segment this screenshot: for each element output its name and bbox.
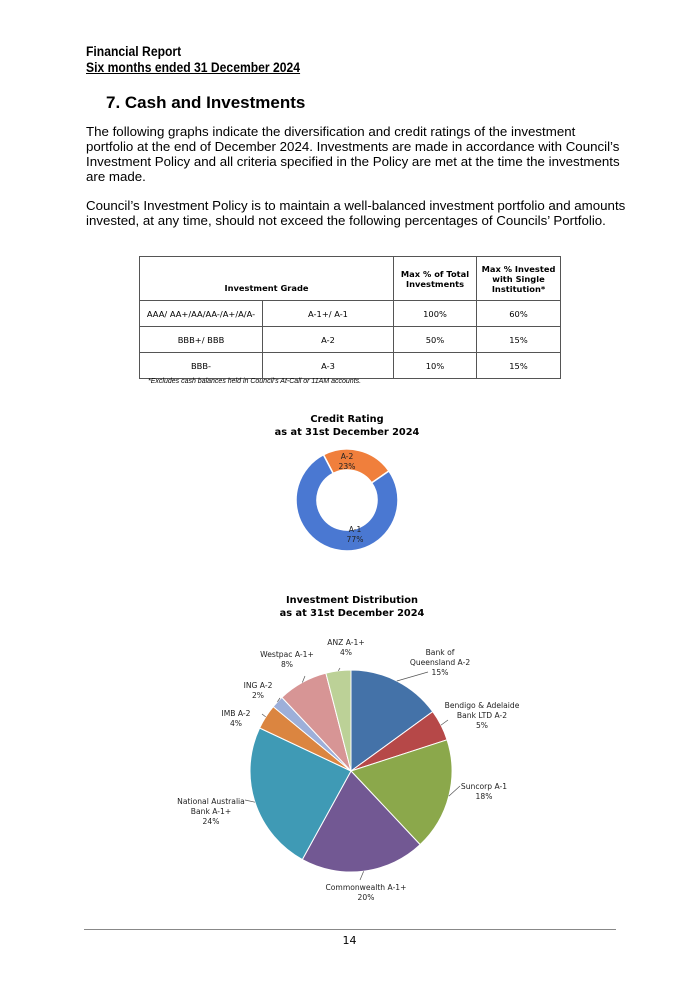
- pie-leader-line: [360, 871, 364, 880]
- max-total-value: 100%: [394, 301, 477, 327]
- donut-label: A-1: [348, 525, 362, 534]
- grade-long: BBB+/ BBB: [140, 327, 263, 353]
- donut-value-label: 77%: [346, 535, 364, 544]
- intro-paragraph: The following graphs indicate the diversification and credit ratings of the investment portfolio at the end of December 2024. Investments are made in accordance with Council’s Investment Policy and all criteria specified in the Policy are met at the time the investments are made.: [86, 124, 620, 184]
- grade-short: A-1+/ A-1: [263, 301, 394, 327]
- section-heading: 7. Cash and Investments: [106, 93, 306, 112]
- grade-long: AAA/ AA+/AA/AA-/A+/A/A-: [140, 301, 263, 327]
- max-total-value: 50%: [394, 327, 477, 353]
- pie-label: Bank of: [425, 648, 455, 657]
- donut-label: A-2: [340, 452, 354, 461]
- pie-label: National Australia: [177, 797, 245, 806]
- max-single-value: 60%: [477, 301, 561, 327]
- pie-value-label: 4%: [339, 648, 353, 657]
- grade-long: BBB-: [140, 353, 263, 379]
- distribution-chart-subtitle: as at 31st December 2024: [279, 608, 425, 619]
- pie-label: ING A-2: [243, 681, 273, 690]
- report-period: Six months ended 31 December 2024: [86, 60, 301, 75]
- max-single-value: 15%: [477, 327, 561, 353]
- pie-label: Suncorp A-1: [460, 782, 508, 791]
- grade-short: A-3: [263, 353, 394, 379]
- footer-divider: [84, 929, 616, 930]
- credit-chart-title: Credit Rating: [310, 414, 384, 425]
- pie-leader-line: [441, 720, 448, 725]
- pie-value-label: 4%: [229, 719, 243, 728]
- pie-label: Bendigo & Adelaide: [444, 701, 520, 710]
- pie-value-label: 18%: [475, 792, 493, 801]
- pie-label: Queensland A-2: [409, 658, 471, 667]
- page-number: 14: [342, 934, 357, 947]
- max-single-value: 15%: [477, 353, 561, 379]
- pie-label: Bank A-1+: [190, 807, 232, 816]
- donut-value-label: 23%: [338, 462, 356, 471]
- pie-label: IMB A-2: [221, 709, 251, 718]
- pie-leader-line: [245, 800, 255, 802]
- pie-value-label: 15%: [431, 668, 449, 677]
- report-title: Financial Report: [86, 44, 182, 59]
- distribution-chart-title: Investment Distribution: [285, 595, 418, 606]
- pie-label: Commonwealth A-1+: [325, 883, 407, 892]
- header-investment-grade: Investment Grade: [140, 257, 394, 301]
- pie-leader-line: [397, 672, 428, 681]
- pie-label: Bank LTD A-2: [456, 711, 508, 720]
- credit-chart-subtitle: as at 31st December 2024: [274, 427, 420, 438]
- pie-value-label: 5%: [475, 721, 489, 730]
- pie-value-label: 24%: [202, 817, 220, 826]
- table-footnote: *Excludes cash balances held in Council’s At-Call or 11AM accounts.: [148, 378, 362, 385]
- header-max-single: Max % Invested with Single Institution*: [477, 257, 561, 301]
- header-max-total: Max % of Total Investments: [394, 257, 477, 301]
- pie-value-label: 8%: [280, 660, 294, 669]
- pie-label: ANZ A-1+: [327, 638, 365, 647]
- pie-label: Westpac A-1+: [260, 650, 314, 659]
- pie-value-label: 20%: [357, 893, 375, 902]
- pie-leader-line: [262, 714, 266, 717]
- grade-short: A-2: [263, 327, 394, 353]
- policy-paragraph: Council’s Investment Policy is to maintain a well-balanced investment portfolio and amounts invested, at any time, should not exceed the following percentages of Councils’ Portfolio.: [86, 198, 626, 228]
- pie-value-label: 2%: [251, 691, 265, 700]
- max-total-value: 10%: [394, 353, 477, 379]
